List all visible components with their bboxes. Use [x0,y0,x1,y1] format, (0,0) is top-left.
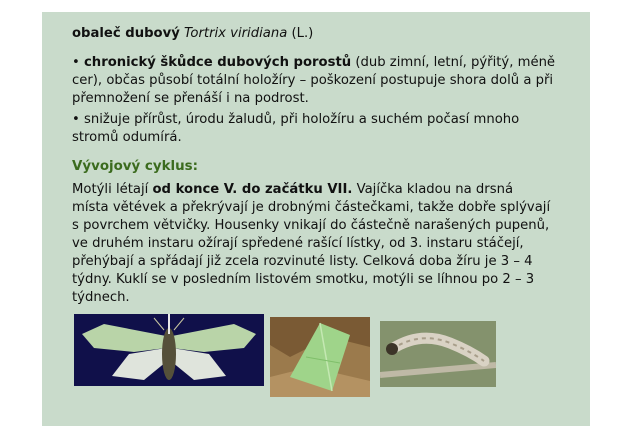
para-line1-c: Vajíčka kladou na drsná [352,182,514,197]
para-line3: s povrchem větvičky. Housenky vnikají do částečně narašených pupenů, [72,218,550,233]
common-name: obaleč dubový [72,26,180,41]
bullet-marker: • [72,112,80,127]
species-title [72,25,582,43]
para-line2: místa větévek a překrývají je drobnými částečkami, takže dobře splývají [72,200,551,215]
bullet-1-line3: přemnožení se přenáší i na podrost. [72,91,309,106]
bullet-2-line1: snižuje přírůst, úrodu žaludů, při holožíru a suchém počasí mnoho [83,112,520,127]
cycle-heading: Vývojový cyklus: [72,159,198,174]
para-line5: přehýbají a spřádají již zcela rozvinuté listy. Celková doba žíru je 3 – 4 [72,254,533,269]
bullet-2 [72,111,582,147]
bullet-marker: • [72,55,80,70]
para-line6: týdny. Kuklí se v posledním listovém smotku, motýli se líhnou po 2 – 3 [72,272,535,287]
bullet-2-line2: stromů odumírá. [72,130,182,145]
para-line4: ve druhém instaru ožírají spředené rašící lístky, od 3. instaru stáčejí, [72,236,524,251]
latin-name: Tortrix viridiana [184,26,288,41]
resting-moth-photo [270,317,370,397]
cycle-paragraph [72,181,582,307]
caterpillar-photo [380,321,496,387]
moth-photo [74,314,264,386]
para-flight-period: od konce V. do začátku VII. [152,182,353,197]
content-panel [42,12,590,426]
bullet-1-bold: chronický škůdce dubových porostů [83,55,352,70]
para-line1-a: Motýli létají [72,182,153,197]
author: (L.) [291,26,314,41]
bullet-1 [72,54,582,108]
para-line7: týdnech. [72,290,130,305]
bullet-1-line2: cer), občas působí totální holožíry – poškození postupuje shora dolů a při [72,73,554,88]
bullet-1-line1: (dub zimní, letní, pýřitý, méně [351,55,556,70]
